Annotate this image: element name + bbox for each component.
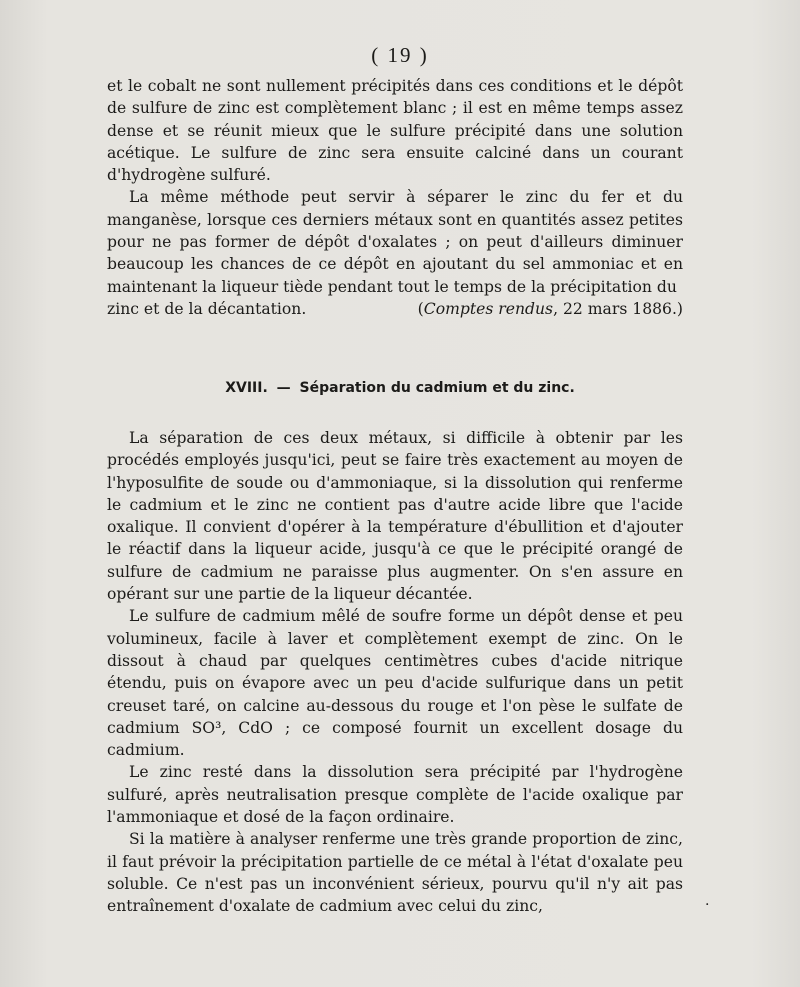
citation-date: , 22 mars 1886.): [553, 299, 683, 318]
text-block-top: [107, 75, 683, 320]
paragraph: Le zinc resté dans la dissolution sera précipité par l'hydrogène sulfuré, après neutralisation presque complète de l'acide oxalique par l'ammoniaque et dosé de la façon ordinaire.: [107, 763, 683, 827]
citation-open: (: [417, 299, 424, 318]
section-heading: [0, 380, 800, 396]
section-title: Séparation du cadmium et du zinc.: [299, 380, 575, 396]
paragraph: et le cobalt ne sont nullement précipités dans ces conditions et le dépôt de sulfure de zinc est complètement blanc ; il est en même temps assez dense et se réunit mieux que le sulfure précipité dans une solution acétique. Le sulfure de zinc sera ensuite calciné dans un courant d'hydrogène sulfuré.: [107, 77, 683, 185]
paragraph: La séparation de ces deux métaux, si difficile à obtenir par les procédés employés jusqu'ici, peut se faire très exactement au moyen de l'hyposulfite de soude ou d'ammoniaque, si la dissolution qui renferme le cadmium et le zinc ne contient pas d'autre acide libre que l'acide oxalique. Il convient d'opérer à la température d'ébullition et d'ajouter le réactif dans la liqueur acide, jusqu'à ce que le précipité orangé de sulfure de cadmium ne paraisse plus augmenter. On s'en assure en opérant sur une partie de la liqueur décantée.: [107, 429, 683, 604]
citation-line: [107, 298, 683, 320]
citation-source: Comptes rendus: [423, 299, 554, 318]
paragraph: Le sulfure de cadmium mêlé de soufre forme un dépôt dense et peu volumineux, facile à laver et complètement exempt de zinc. On le dissout à chaud par quelques centimètres cubes d'acide nitrique étendu, puis on évapore avec un peu d'acide sulfurique dans un petit creuset taré, on calcine au-dessous du rouge et l'on pèse le sulfate de cadmium SO³, CdO ; ce composé fournit un excellent dosage du cadmium.: [107, 607, 683, 760]
page-number: ( 19 ): [371, 43, 429, 67]
paragraph-last-line: zinc et de la décantation.: [107, 299, 307, 318]
text-block-main: [107, 427, 683, 918]
margin-mark: .: [705, 893, 710, 909]
citation: [418, 298, 683, 320]
section-numeral: XVIII.: [225, 380, 268, 396]
paragraph: Si la matière à analyser renferme une très grande proportion de zinc, il faut prévoir la précipitation partielle de ce métal à l'état d'oxalate peu soluble. Ce n'est pas un inconvénient sérieux, pourvu qu'il n'y ait pas entraînement d'oxalate de cadmium avec celui du zinc,: [107, 830, 683, 916]
section-dash: —: [276, 380, 291, 396]
paragraph: La même méthode peut servir à séparer le zinc du fer et du manganèse, lorsque ces derniers métaux sont en quantités assez petites pour ne pas former de dépôt d'oxalates ; on peut d'ailleurs diminuer beaucoup les chances de ce dépôt en ajoutant du sel ammoniac et en maintenant la liqueur tiède pendant tout le temps de la précipitation du: [107, 188, 683, 296]
